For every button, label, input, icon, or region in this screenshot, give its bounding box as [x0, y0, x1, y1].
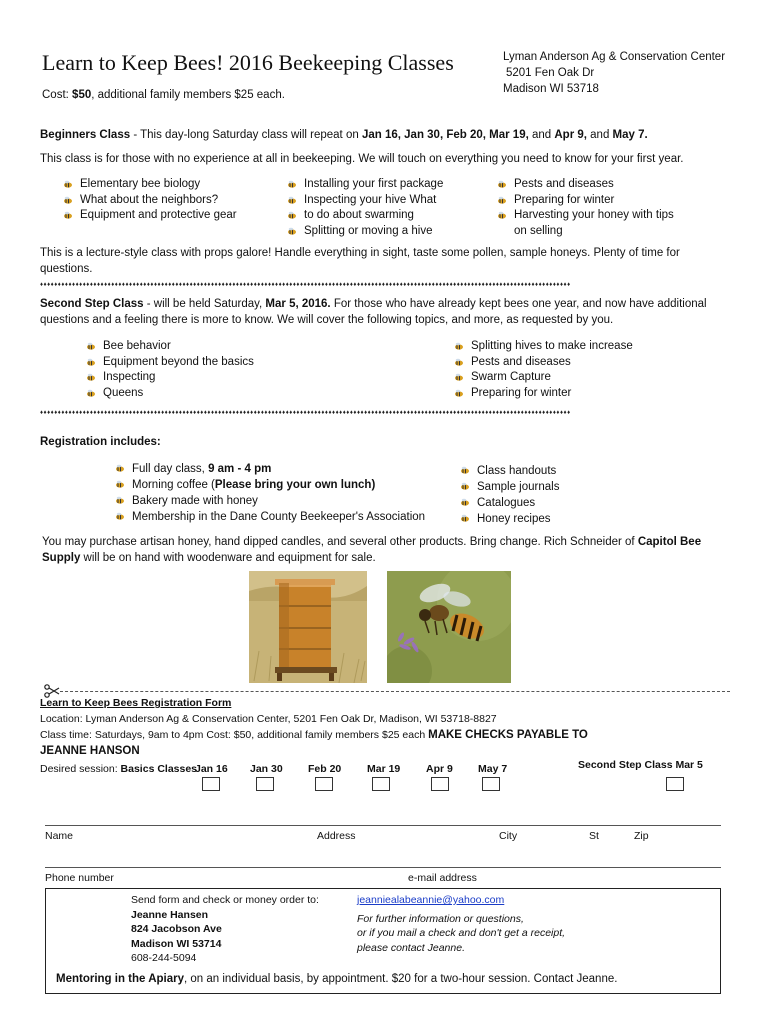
- bee-icon: [453, 389, 464, 398]
- list-item: Equipment beyond the basics: [85, 355, 254, 371]
- bee-icon: [286, 211, 297, 220]
- info-line: For further information or questions,: [357, 912, 524, 925]
- mentoring-text: Mentoring in the Apiary, on an individual basis, by appointment. $20 for a two-hour session. Contact Jeanne.: [56, 973, 618, 985]
- list-item: on selling: [514, 224, 563, 237]
- bee-icon: [62, 211, 73, 220]
- list-item: Inspecting: [85, 370, 254, 386]
- list-item: Sample journals: [459, 479, 559, 495]
- second-step-topics-col1: [85, 339, 254, 401]
- email-link[interactable]: jeanniealabeannie@yahoo.com: [357, 894, 505, 906]
- list-item: Full day class, 9 am - 4 pm: [114, 461, 425, 477]
- checkbox-jan16[interactable]: [202, 777, 220, 791]
- list-item: Catalogues: [459, 495, 559, 511]
- purchase-text: You may purchase artisan honey, hand dipped candles, and several other products. Bring change. Rich Schneider of Capitol Bee: [42, 536, 702, 548]
- second-step-intro: Second Step Class - will be held Saturday, Mar 5, 2016. For those who have already kept bees one year, and now have additional: [40, 298, 707, 310]
- session-mar19: Mar 19: [367, 763, 401, 775]
- bee-icon: [286, 227, 297, 236]
- list-item: Queens: [85, 386, 254, 402]
- lecture-text-cont: questions.: [40, 263, 93, 275]
- name-field[interactable]: [45, 825, 721, 826]
- checkbox-jan30[interactable]: [256, 777, 274, 791]
- send-to-name: Jeanne Hansen: [131, 908, 209, 921]
- list-item: Harvesting your honey with tips: [496, 208, 674, 224]
- zip-label: Zip: [634, 830, 649, 842]
- bee-icon: [62, 180, 73, 189]
- checkbox-may7[interactable]: [482, 777, 500, 791]
- lecture-text: This is a lecture-style class with props galore! Handle everything in sight, taste some pollen, sample honeys. Plenty of time for: [40, 247, 680, 259]
- session-jan16: Jan 16: [195, 763, 228, 775]
- bee-icon: [459, 466, 470, 475]
- list-item: Splitting hives to make increase: [453, 339, 633, 355]
- session-jan30: Jan 30: [250, 763, 283, 775]
- beginners-topics-col1: [62, 177, 237, 224]
- bee-icon: [496, 180, 507, 189]
- beehive-photo: [249, 571, 367, 683]
- second-step-description: questions and a feeling there is more to know. We will cover the following topics, and more, as requested by you.: [40, 314, 614, 326]
- list-item: Class handouts: [459, 463, 559, 479]
- page-title: Learn to Keep Bees! 2016 Beekeeping Classes: [42, 50, 454, 75]
- list-item: Installing your first package: [286, 177, 443, 193]
- bee-icon: [62, 196, 73, 205]
- scissors-icon: [44, 684, 60, 698]
- list-item: Splitting or moving a hive: [286, 224, 443, 240]
- second-step-topics-col2: [453, 339, 633, 401]
- bee-icon: [453, 373, 464, 382]
- bee-icon: [459, 498, 470, 507]
- list-item: Equipment and protective gear: [62, 208, 237, 224]
- list-item: Inspecting your hive What: [286, 193, 443, 209]
- bee-icon: [85, 373, 96, 382]
- list-item: What about the neighbors?: [62, 193, 237, 209]
- session-may7: May 7: [478, 763, 508, 775]
- list-item: Pests and diseases: [496, 177, 674, 193]
- checkbox-apr9[interactable]: [431, 777, 449, 791]
- bee-icon: [114, 496, 125, 505]
- beginners-topics-col2: [286, 177, 443, 239]
- list-item: Bee behavior: [85, 339, 254, 355]
- list-item: Pests and diseases: [453, 355, 633, 371]
- bee-icon: [85, 389, 96, 398]
- payee-name: JEANNE HANSON: [40, 745, 140, 757]
- bee-icon: [453, 342, 464, 351]
- list-item: Membership in the Dane County Beekeeper's Association: [114, 509, 425, 525]
- checkbox-mar19[interactable]: [372, 777, 390, 791]
- phone-label: Phone number: [45, 872, 114, 884]
- bee-icon: [114, 512, 125, 521]
- name-label: Name: [45, 830, 74, 842]
- phone-email-field[interactable]: [45, 867, 721, 868]
- address-line: Madison WI 53718: [503, 83, 599, 95]
- bee-icon: [114, 464, 125, 473]
- contact-info-block: [357, 893, 565, 955]
- cost-line: Cost: $50, additional family members $25 each.: [42, 89, 285, 101]
- beginners-intro: Beginners Class - This day-long Saturday class will repeat on Jan 16, Jan 30, Feb 20, Mar 19, and Apr 9, and May 7.: [40, 129, 648, 141]
- purchase-text-cont: Supply will be on hand with woodenware and equipment for sale.: [42, 552, 376, 564]
- checkbox-feb20[interactable]: [315, 777, 333, 791]
- session-apr9: Apr 9: [426, 763, 453, 775]
- checkbox-second-step[interactable]: [666, 777, 684, 791]
- bee-icon: [496, 196, 507, 205]
- state-label: St: [589, 830, 599, 842]
- list-item: Preparing for winter: [496, 193, 674, 209]
- address-line: Lyman Anderson Ag & Conservation Center: [503, 51, 726, 63]
- registration-heading: Registration includes:: [40, 436, 161, 448]
- send-to-city: Madison WI 53714: [131, 937, 222, 950]
- bee-icon: [85, 342, 96, 351]
- list-item: Honey recipes: [459, 511, 559, 527]
- list-item: to do about swarming: [286, 208, 443, 224]
- address-label: Address: [317, 830, 356, 842]
- list-item: Bakery made with honey: [114, 493, 425, 509]
- session-feb20: Feb 20: [308, 763, 342, 775]
- diamond-divider: ♦♦♦♦♦♦♦♦♦♦♦♦♦♦♦♦♦♦♦♦♦♦♦♦♦♦♦♦♦♦♦♦♦♦♦♦♦♦♦♦♦♦♦♦♦♦♦♦♦♦♦♦♦♦♦♦♦♦♦♦♦♦♦♦♦♦♦♦♦♦♦♦♦♦♦♦♦♦♦♦♦♦♦♦♦♦♦♦♦♦♦♦♦♦♦♦♦♦♦♦♦♦♦♦♦♦♦♦♦♦♦♦♦♦♦♦♦♦♦♦♦♦♦♦♦♦♦♦♦♦♦♦♦♦♦♦♦♦♦♦♦♦♦♦♦♦♦♦♦: [40, 282, 571, 288]
- info-line: please contact Jeanne.: [357, 941, 465, 954]
- bee-icon: [286, 196, 297, 205]
- diamond-divider: ♦♦♦♦♦♦♦♦♦♦♦♦♦♦♦♦♦♦♦♦♦♦♦♦♦♦♦♦♦♦♦♦♦♦♦♦♦♦♦♦♦♦♦♦♦♦♦♦♦♦♦♦♦♦♦♦♦♦♦♦♦♦♦♦♦♦♦♦♦♦♦♦♦♦♦♦♦♦♦♦♦♦♦♦♦♦♦♦♦♦♦♦♦♦♦♦♦♦♦♦♦♦♦♦♦♦♦♦♦♦♦♦♦♦♦♦♦♦♦♦♦♦♦♦♦♦♦♦♦♦♦♦♦♦♦♦♦♦♦♦♦♦♦♦♦♦♦♦♦: [40, 410, 571, 416]
- form-title: Learn to Keep Bees Registration Form: [40, 697, 232, 709]
- registration-items-col2: [459, 463, 559, 527]
- email-label: e-mail address: [408, 872, 477, 884]
- desired-session-label: Desired session: Basics Classes: [40, 763, 198, 775]
- bee-icon: [114, 480, 125, 489]
- form-class-time: Class time: Saturdays, 9am to 4pm Cost: $50, additional family members $25 each MAKE CHECKS PAYABLE TO: [40, 729, 588, 741]
- send-to-block: [131, 893, 319, 966]
- bee-icon: [286, 180, 297, 189]
- beginners-topics-col3: [496, 177, 674, 239]
- address-line: 5201 Fen Oak Dr: [506, 67, 595, 79]
- list-item: Preparing for winter: [453, 386, 633, 402]
- send-to-street: 824 Jacobson Ave: [131, 923, 222, 935]
- bee-icon: [496, 211, 507, 220]
- send-to-label: Send form and check or money order to:: [131, 894, 319, 906]
- second-step-session-label: Second Step Class Mar 5: [578, 759, 703, 771]
- registration-items-col1: [114, 461, 425, 525]
- list-item: Morning coffee (Please bring your own lunch): [114, 477, 425, 493]
- city-label: City: [499, 830, 518, 842]
- bee-icon: [459, 514, 470, 523]
- send-to-phone: 608-244-5094: [131, 952, 197, 964]
- list-item: Elementary bee biology: [62, 177, 237, 193]
- info-line: or if you mail a check and don't get a receipt,: [357, 927, 566, 939]
- honeybee-photo: [387, 571, 511, 683]
- list-item: Swarm Capture: [453, 370, 633, 386]
- center-address: [503, 49, 725, 97]
- bee-icon: [459, 482, 470, 491]
- bee-icon: [85, 358, 96, 367]
- cut-line: [60, 691, 730, 692]
- bee-icon: [453, 358, 464, 367]
- form-location: Location: Lyman Anderson Ag & Conservation Center, 5201 Fen Oak Dr, Madison, WI 53718-8827: [40, 713, 497, 725]
- beginners-description: This class is for those with no experience at all in beekeeping. We will touch on everything you need to know for your first year.: [40, 153, 684, 165]
